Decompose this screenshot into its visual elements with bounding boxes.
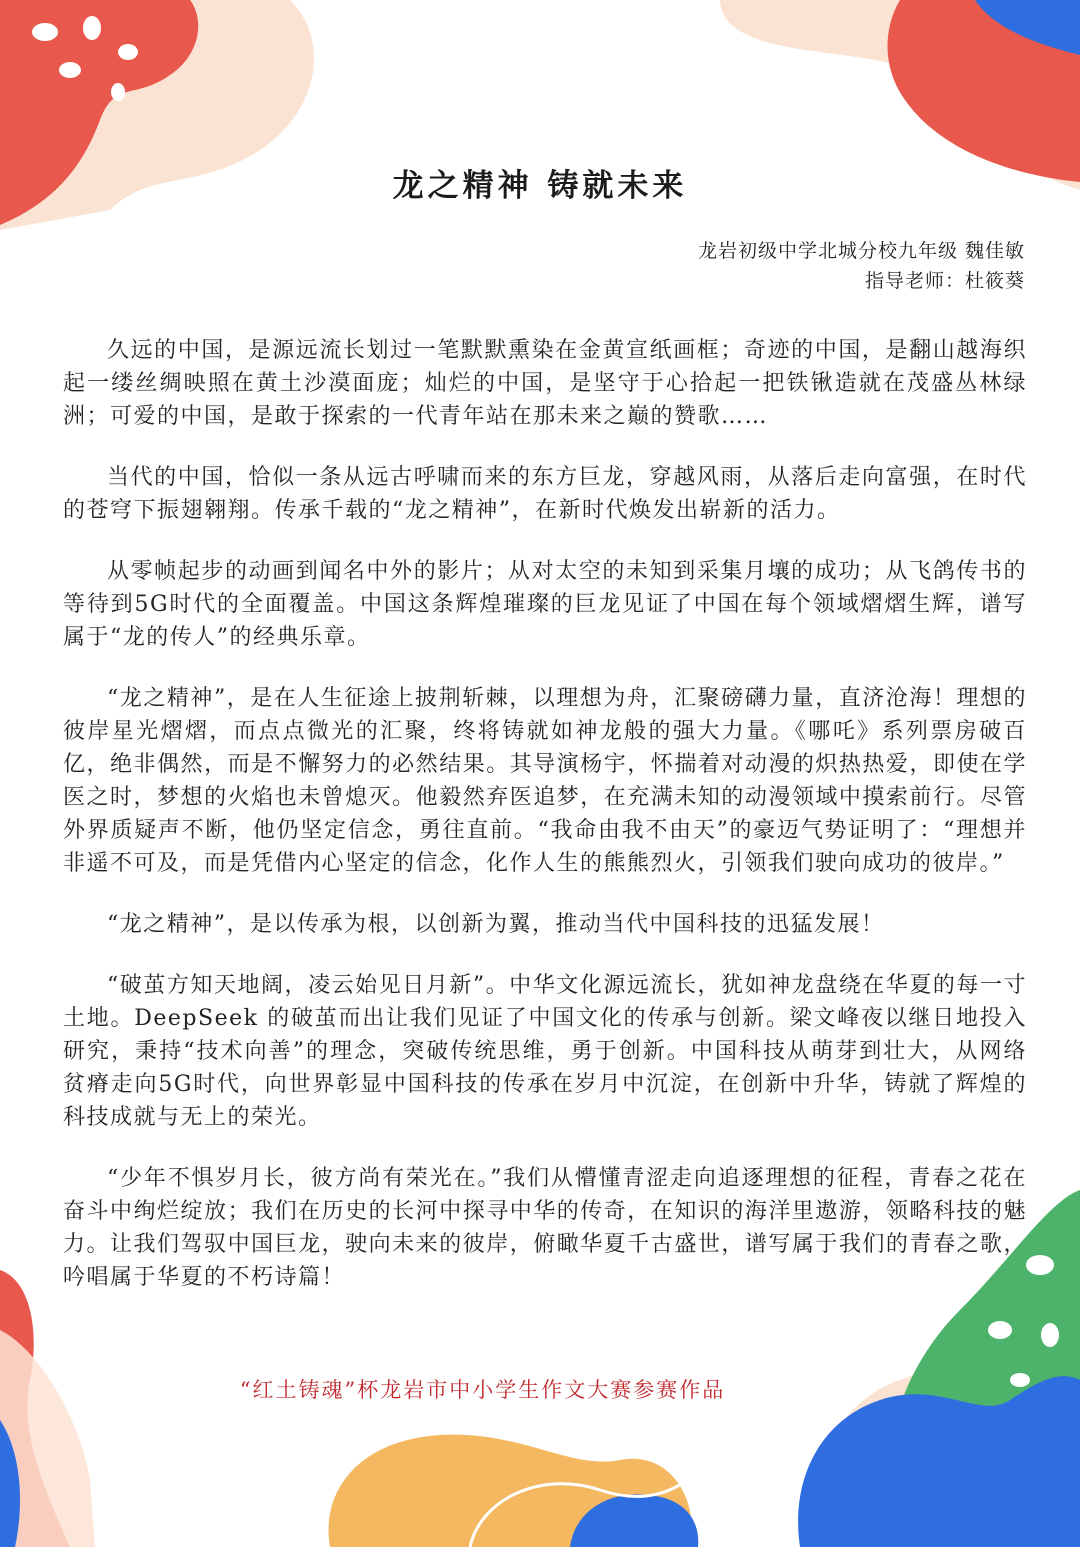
paragraph: “龙之精神”，是以传承为根，以创新为翼，推动当代中国科技的迅猛发展！ <box>107 912 885 937</box>
essay-title: 龙之精神 铸就未来 <box>392 168 688 204</box>
author-line: 龙岩初级中学北城分校九年级 魏佳敏 <box>697 240 1025 262</box>
essay-body <box>63 334 1027 1322</box>
paragraph: 当代的中国，恰似一条从远古呼啸而来的东方巨龙，穿越风雨，从落后走向富强，在时代的苍穹下振翅翱翔。传承千载的“龙之精神”，在新时代焕发出崭新的活力。 <box>63 465 1027 523</box>
competition-note: “红土铸魂”杯龙岩市中小学生作文大赛参赛作品 <box>239 1378 726 1402</box>
author-block <box>698 236 1025 296</box>
paragraph: 久远的中国，是源远流长划过一笔默默熏染在金黄宣纸画框；奇迹的中国，是翻山越海织起一缕丝绸映照在黄土沙漠面庞；灿烂的中国，是坚守于心拾起一把铁锹造就在茂盛丛林绿洲；可爱的中国，是敢于探索的一代青年站在那未来之巅的赞歌…… <box>63 338 1027 429</box>
teacher-line: 指导老师：杜筱葵 <box>864 270 1025 292</box>
paragraph: “少年不惧岁月长，彼方尚有荣光在。”我们从懵懂青涩走向追逐理想的征程，青春之花在奋斗中绚烂绽放；我们在历史的长河中探寻中华的传奇，在知识的海洋里遨游，领略科技的魅力。让我们驾驭中国巨龙，驶向未来的彼岸，俯瞰华夏千古盛世，谱写属于我们的青春之歌，吟唱属于华夏的不朽诗篇！ <box>63 1166 1027 1290</box>
paragraph: “破茧方知天地阔，凌云始见日月新”。中华文化源远流长，犹如神龙盘绕在华夏的每一寸土地。DeepSeek 的破茧而出让我们见证了中国文化的传承与创新。梁文峰夜以继日地投入研究，秉持“技术向善”的理念，突破传统思维，勇于创新。中国科技从萌芽到壮大，从网络贫瘠走向5G时代，向世界彰显中国科技的传承在岁月中沉淀，在创新中升华，铸就了辉煌的科技成就与无上的荣光。 <box>63 973 1027 1130</box>
paragraph: 从零帧起步的动画到闻名中外的影片；从对太空的未知到采集月壤的成功；从飞鸽传书的等待到5G时代的全面覆盖。中国这条辉煌璀璨的巨龙见证了中国在每个领域熠熠生辉，谱写属于“龙的传人”的经典乐章。 <box>63 559 1027 650</box>
paragraph: “龙之精神”，是在人生征途上披荆斩棘，以理想为舟，汇聚磅礴力量，直济沧海！理想的彼岸星光熠熠，而点点微光的汇聚，终将铸就如神龙般的强大力量。《哪吒》系列票房破百亿，绝非偶然，而是不懈努力的必然结果。其导演杨宇，怀揣着对动漫的炽热热爱，即使在学医之时，梦想的火焰也未曾熄灭。他毅然弃医追梦，在充满未知的动漫领域中摸索前行。尽管外界质疑声不断，他仍坚定信念，勇往直前。“我命由我不由天”的豪迈气势证明了：“理想并非遥不可及，而是凭借内心坚定的信念，化作人生的熊熊烈火，引领我们驶向成功的彼岸。” <box>63 686 1027 876</box>
